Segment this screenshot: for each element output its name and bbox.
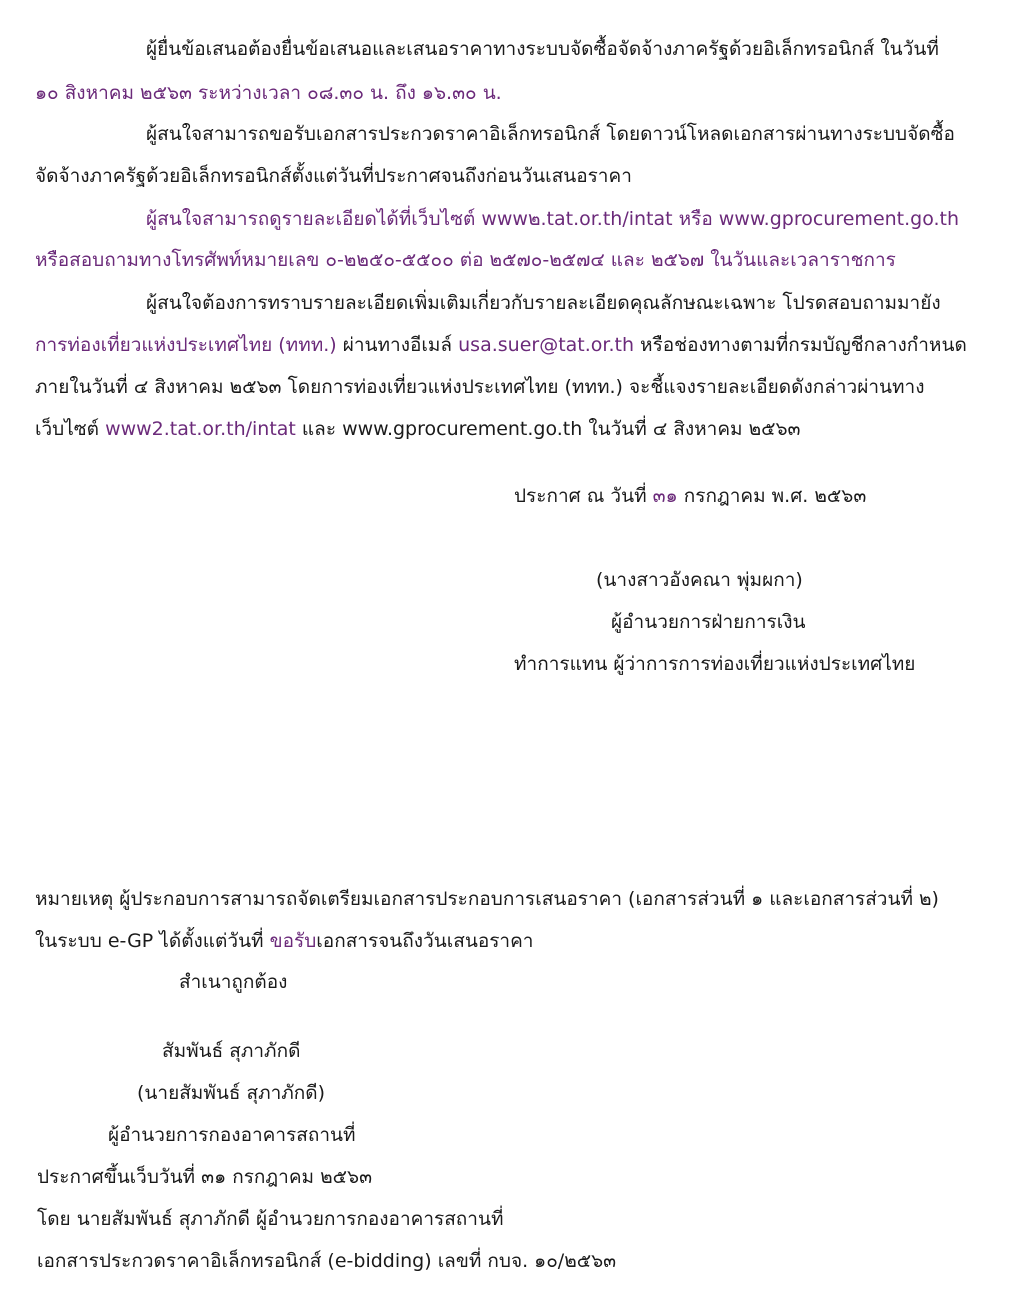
p4-line-2-tail: หรือช่องทางตามที่กรมบัญชีกลางกำหนด — [634, 334, 967, 356]
p4-line-2-text: ผ่านทางอีเมล์ — [336, 334, 459, 356]
p4-line-4-text: เว็บไซต์ — [35, 418, 106, 440]
p1-line-2: ๑๐ สิงหาคม ๒๕๖๓ ระหว่างเวลา ๐๘.๓๐ น. ถึง ๑๖.๓๐ น. — [35, 82, 502, 104]
announce-date-suffix: กรกฎาคม พ.ศ. ๒๕๖๓ — [677, 485, 867, 507]
note-highlight: ขอรับ — [269, 930, 317, 952]
p4-line-1: ผู้สนใจต้องการทราบรายละเอียดเพิ่มเติมเกี่ยวกับรายละเอียดคุณลักษณะเฉพาะ โปรดสอบถามมายัง — [146, 292, 941, 314]
note-line-2 — [35, 926, 533, 956]
note-line-1: หมายเหตุ ผู้ประกอบการสามารถจัดเตรียมเอกสารประกอบการเสนอราคา (เอกสารส่วนที่ ๑ และเอกสารส่วนที่ ๒) — [35, 888, 939, 910]
footer-by: โดย นายสัมพันธ์ สุภาภักดี ผู้อำนวยการกองอาคารสถานที่ — [37, 1208, 504, 1230]
certified-label: สำเนาถูกต้อง — [179, 971, 288, 993]
signer-title: ผู้อำนวยการฝ่ายการเงิน — [611, 611, 806, 633]
certified-name: (นายสัมพันธ์ สุภาภักดี) — [137, 1082, 326, 1104]
p3-line-2: หรือสอบถามทางโทรศัพท์หมายเลข ๐-๒๒๕๐-๕๕๐๐ ต่อ ๒๕๗๐-๒๕๗๔ และ ๒๕๖๗ ในวันและเวลาราชการ — [35, 249, 896, 271]
tat-name: การท่องเที่ยวแห่งประเทศไทย (ททท.) — [35, 334, 337, 356]
p1-line-1: ผู้ยื่นข้อเสนอต้องยื่นข้อเสนอและเสนอราคาทางระบบจัดซื้อจัดจ้างภาครัฐด้วยอิเล็กทรอนิกส์ ในวันที่ — [146, 38, 939, 60]
announce-date — [514, 481, 866, 511]
p2-line-1: ผู้สนใจสามารถขอรับเอกสารประกวดราคาอิเล็กทรอนิกส์ โดยดาวน์โหลดเอกสารผ่านทางระบบจัดซื้อ — [146, 123, 955, 145]
tat-website-link[interactable]: www2.tat.or.th/intat — [105, 418, 296, 440]
note-line-2-tail: เอกสารจนถึงวันเสนอราคา — [316, 930, 534, 952]
footer-posted: ประกาศขึ้นเว็บวันที่ ๓๑ กรกฎาคม ๒๕๖๓ — [37, 1166, 373, 1188]
p2-line-2: จัดจ้างภาครัฐด้วยอิเล็กทรอนิกส์ตั้งแต่วันที่ประกาศจนถึงก่อนวันเสนอราคา — [35, 165, 632, 187]
signer-acting: ทำการแทน ผู้ว่าการการท่องเที่ยวแห่งประเทศไทย — [514, 653, 916, 675]
p3-line-1: ผู้สนใจสามารถดูรายละเอียดได้ที่เว็บไซต์ www๒.tat.or.th/intat หรือ www.gprocurement.go.th — [146, 208, 960, 230]
p4-line-4 — [35, 414, 801, 444]
p4-line-4-tail: และ www.gprocurement.go.th ในวันที่ ๔ สิงหาคม ๒๕๖๓ — [295, 418, 801, 440]
note-line-2-text: ในระบบ e-GP ได้ตั้งแต่วันที่ — [35, 930, 270, 952]
signer-name: (นางสาวอังคณา พุ่มผกา) — [596, 569, 803, 591]
p4-line-2 — [35, 330, 967, 360]
p4-line-3: ภายในวันที่ ๔ สิงหาคม ๒๕๖๓ โดยการท่องเที่ยวแห่งประเทศไทย (ททท.) จะชี้แจงรายละเอียดดังกล่าวผ่านทาง — [35, 376, 925, 398]
footer-doc: เอกสารประกวดราคาอิเล็กทรอนิกส์ (e-bidding) เลขที่ กบจ. ๑๐/๒๕๖๓ — [37, 1250, 617, 1272]
announce-date-prefix: ประกาศ ณ วันที่ — [514, 485, 653, 507]
announce-date-day: ๓๑ — [652, 485, 678, 507]
email-link[interactable]: usa.suer@tat.or.th — [458, 334, 634, 356]
certified-title: ผู้อำนวยการกองอาคารสถานที่ — [108, 1124, 356, 1146]
certified-sign: สัมพันธ์ สุภาภักดี — [162, 1040, 301, 1062]
